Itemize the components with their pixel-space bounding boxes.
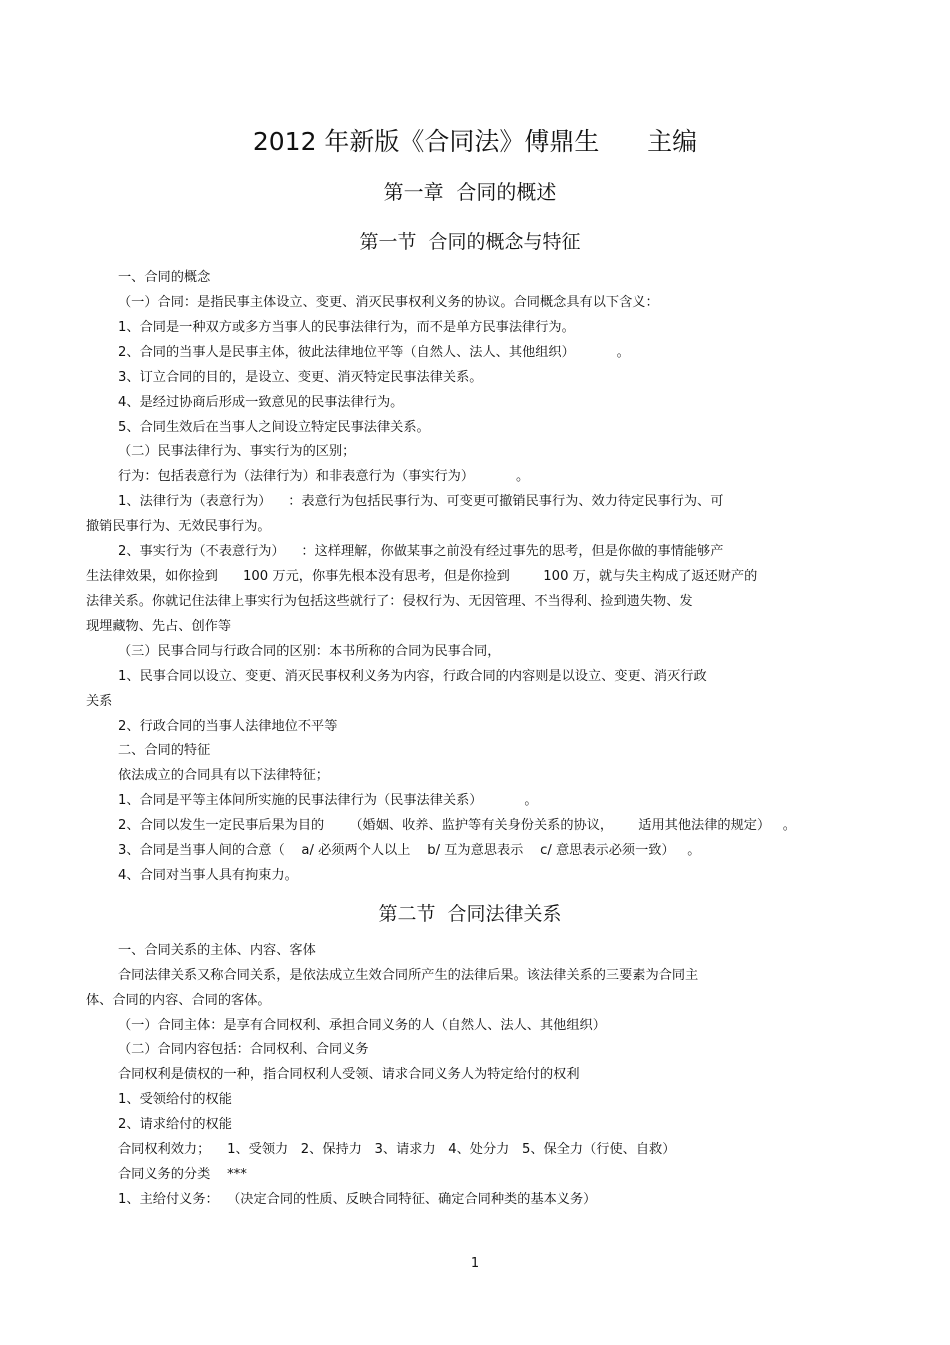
paragraph-line: （一）合同主体：是享有合同权利、承担合同义务的人（自然人、法人、其他组织）: [118, 1018, 606, 1033]
paragraph-line: 1、法律行为（表意行为） ：表意行为包括民事行为、可变更可撤销民事行为、效力待定民事行为、可: [118, 494, 724, 509]
page-number: 1: [470, 1256, 480, 1271]
paragraph-line: 2、事实行为（不表意行为） ：这样理解，你做某事之前没有经过事先的思考，但是你做的事情能够产: [118, 544, 724, 559]
paragraph-line: 1、合同是平等主体间所实施的民事法律行为（民事法律关系） 。: [118, 793, 538, 808]
paragraph-line: 5、合同生效后在当事人之间设立特定民事法律关系。: [118, 420, 430, 435]
paragraph-line: （二）民事法律行为、事实行为的区别；: [118, 444, 356, 459]
chapter-title: 第一章 合同的概述: [383, 180, 557, 204]
paragraph-line: 现埋藏物、先占、创作等: [86, 619, 232, 634]
paragraph-line: （一）合同：是指民事主体设立、变更、消灭民事权利义务的协议。合同概念具有以下含义：: [118, 295, 659, 310]
paragraph-line: 合同权利是债权的一种，指合同权利人受领、请求合同义务人为特定给付的权利: [118, 1067, 580, 1082]
paragraph-line: 2、行政合同的当事人法律地位不平等: [118, 719, 338, 734]
paragraph-line: 3、订立合同的目的，是设立、变更、消灭特定民事法律关系。: [118, 370, 483, 385]
paragraph-line: 撤销民事行为、无效民事行为。: [86, 519, 271, 534]
paragraph-line: 1、主给付义务： （决定合同的性质、反映合同特征、确定合同种类的基本义务）: [118, 1192, 597, 1207]
paragraph-line: （三）民事合同与行政合同的区别：本书所称的合同为民事合同，: [118, 644, 501, 659]
paragraph-line: 4、是经过协商后形成一致意见的民事法律行为。: [118, 395, 404, 410]
paragraph-line: 法律关系。你就记住法律上事实行为包括这些就行了：侵权行为、无因管理、不当得利、捡到遗失物、发: [86, 594, 693, 609]
paragraph-line: 合同权利效力； 1、受领力 2、保持力 3、请求力 4、处分力 5、保全力（行使、自救）: [118, 1142, 676, 1157]
paragraph-line: 关系: [86, 694, 113, 709]
paragraph-line: 3、合同是当事人间的合意（ a/ 必须两个人以上 b/ 互为意思表示 c/ 意思表示必须一致） 。: [118, 843, 701, 858]
section-title: 第一节 合同的概念与特征: [359, 231, 581, 253]
paragraph-line: 合同法律关系又称合同关系，是依法成立生效合同所产生的法律后果。该法律关系的三要素为合同主: [118, 968, 699, 983]
paragraph-line: 体、合同的内容、合同的客体。: [86, 993, 271, 1008]
paragraph-line: 1、民事合同以设立、变更、消灭民事权利义务为内容，行政合同的内容则是以设立、变更、消灭行政: [118, 669, 707, 684]
paragraph-line: 行为：包括表意行为（法律行为）和非表意行为（事实行为） 。: [118, 469, 530, 484]
paragraph-line: 二、合同的特征: [118, 743, 211, 758]
paragraph-line: 2、请求给付的权能: [118, 1117, 232, 1132]
paragraph-line: 2、合同以发生一定民事后果为目的 （婚姻、收养、监护等有关身份关系的协议， 适用其他法律的规定） 。: [118, 818, 796, 833]
paragraph-line: 4、合同对当事人具有拘束力。: [118, 868, 298, 883]
section-title: 第二节 合同法律关系: [378, 903, 562, 925]
paragraph-line: 合同义务的分类 ***: [118, 1167, 247, 1182]
paragraph-line: 一、合同的概念: [118, 270, 211, 285]
document-title: 2012 年新版《合同法》傅鼎生 主编: [252, 127, 698, 156]
paragraph-line: （二）合同内容包括：合同权利、合同义务: [118, 1042, 369, 1057]
paragraph-line: 1、受领给付的权能: [118, 1092, 232, 1107]
paragraph-line: 依法成立的合同具有以下法律特征；: [118, 768, 329, 783]
paragraph-line: 2、合同的当事人是民事主体，彼此法律地位平等（自然人、法人、其他组织） 。: [118, 345, 630, 360]
paragraph-line: 一、合同关系的主体、内容、客体: [118, 943, 316, 958]
paragraph-line: 生法律效果，如你捡到 100 万元，你事先根本没有思考，但是你捡到 100 万，就与失主构成了返还财产的: [86, 569, 758, 584]
paragraph-line: 1、合同是一种双方或多方当事人的民事法律行为，而不是单方民事法律行为。: [118, 320, 575, 335]
